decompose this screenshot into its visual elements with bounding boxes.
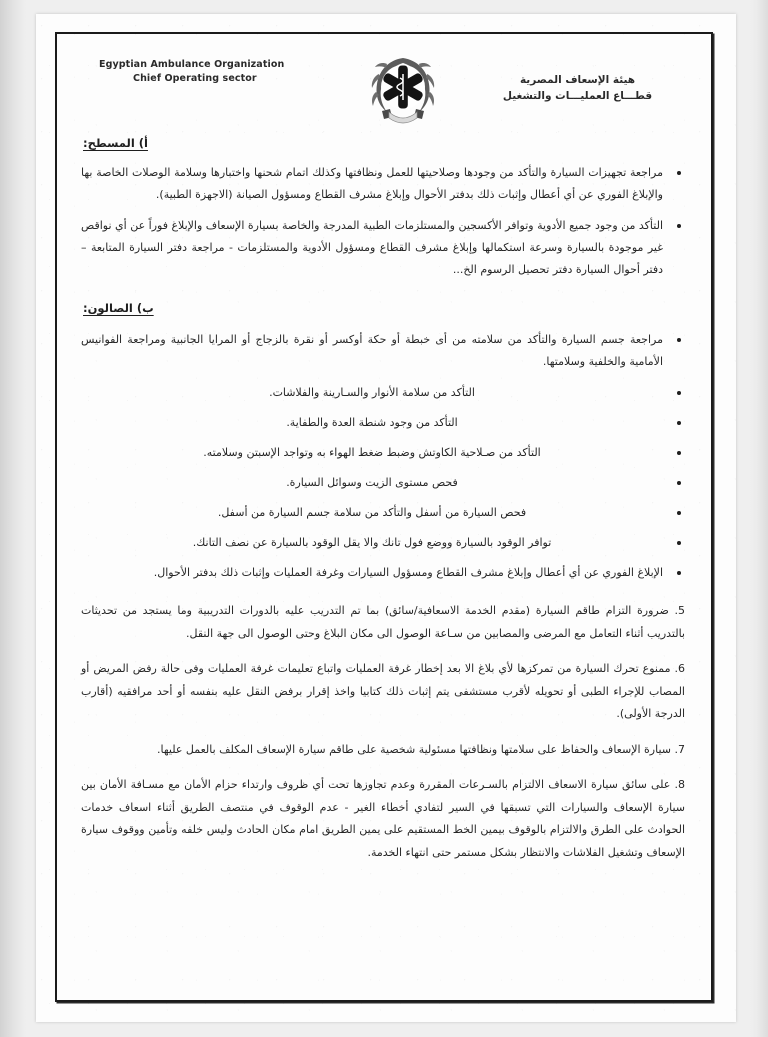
sector-name-arabic: قطـــاع العمليـــات والتشغيل [502, 90, 653, 102]
numbered-item [81, 739, 685, 762]
org-name-arabic: هيئة الإسعاف المصرية [519, 74, 636, 86]
list-item: التأكد من سلامة الأنوار والسـارينة والفلاشات. [81, 382, 685, 404]
star-of-life-emblem [357, 54, 449, 128]
item-number: 8. [674, 778, 685, 791]
list-item: التأكد من صـلاحية الكاوتش وضبط ضغط الهواء به وتواجد الإسبتن وسلامته. [81, 442, 685, 464]
sector-name-english: Chief Operating sector [133, 73, 257, 84]
list-item: توافر الوقود بالسيارة ووضع فول تانك والا يقل الوقود بالسيارة عن نصف التانك. [81, 532, 685, 554]
list-item: فحص مستوى الزيت وسوائل السيارة. [81, 472, 685, 494]
numbered-item [81, 774, 685, 864]
section-heading-b: ب) الصالون: [83, 301, 154, 315]
page-border-frame [55, 32, 713, 1002]
item-number: 5. [674, 604, 686, 617]
item-number: 7. [674, 742, 685, 756]
letterhead-english [77, 58, 335, 86]
list-item: الإبلاغ الفوري عن أي أعطال وإبلاغ مشرف القطاع ومسؤول السيارات وغرفة العمليات وإثبات ذلك بدفتر الأحوال. [81, 562, 685, 584]
item-text: ضرورة التزام طاقم السيارة (مقدم الخدمة الاسعافية/سائق) بما تم التدريب عليه بالدورات التدريبية وما يستجد من تحديثات بالتدريب أثناء التعامل مع المرضى والمصابين من سـاعة الوصول الى مكان البلاغ وحتى الوصول الى جهة النقل. [81, 604, 685, 640]
org-name-english: Egyptian Ambulance Organization [99, 59, 285, 70]
item-text: ممنوع تحرك السيارة من تمركزها لأي بلاغ الا بعد إخطار غرفة العمليات واتباع تعليمات غرفة العمليات وفى حالة رفض المريض أو المصاب للإجراء الطبى أو تحويله لأقرب مستشفى يتم إثبات ذلك كتابيا واخذ إقرار برفض النقل عليه بنفسه أو أحد مرافقيه (أقارب الدرجة الأولى). [81, 662, 685, 720]
section-heading-a: أ) المسطح: [83, 136, 148, 150]
list-item: التأكد من وجود شنطة العدة والطفاية. [81, 412, 685, 434]
numbered-clause-list [81, 600, 685, 864]
item-text: سيارة الإسعاف والحفاظ على سلامتها ونظافتها مسئولية شخصية على طاقم سيارة الإسعاف المكلف بالعمل عليها. [156, 742, 671, 756]
letterhead-arabic [470, 58, 691, 104]
document-page [36, 14, 736, 1022]
list-item: مراجعة تجهيزات السيارة والتأكد من وجودها وصلاحيتها للعمل ونظافتها وكذلك اتمام شحنها واختبارها وسلامة الوصلات الخاصة بها والإبلاغ الفوري عن أي أعطال وإثبات ذلك بدفتر الأحوال وإبلاغ مشرف القطاع ومسؤول الصيانة (الاجهزة الطبية). [81, 162, 685, 206]
numbered-item [81, 600, 685, 645]
letterhead [77, 48, 691, 130]
item-text: على سائق سيارة الاسعاف الالتزام بالسـرعات المقررة وعدم تجاوزها تحت أي ظروف وارتداء حزام الأمان مع مسـافة الأمان بين سيارة الإسعاف والسيارات التي تسبقها في السير لتفادي أخطاء الغير - عدم الوقوف في منتصف الطريق أثناء اسعاف خدمات الحوادث على الطرق والالتزام بالوقوف بيمين الخط المستقيم على يمين الطريق امام مكان الحادث وليس خلفه وتأمين ووقوف سيارة الإسعاف وتشغيل الفلاشات والانتظار بشكل مستمر حتى انتهاء الخدمة. [81, 778, 685, 859]
numbered-item [81, 658, 685, 726]
document-body [77, 136, 691, 864]
section-b-bullet-list [81, 329, 685, 584]
item-number: 6. [674, 662, 686, 675]
list-item: التأكد من وجود جميع الأدوية وتوافر الأكسجين والمستلزمات الطبية المدرجة والخاصة بسيارة الإسعاف والإبلاغ فوراً عن أي نواقص غير موجودة بالسيارة وسرعة استكمالها وإبلاغ مشرف القطاع ومسؤول الأدوية والمستلزمات - مراجعة دفتر السيارة المتابعة – دفتر أحوال السيارة دفتر تحصيل الرسوم الخ... [81, 215, 685, 281]
section-a-bullet-list [81, 162, 685, 281]
list-item: مراجعة جسم السيارة والتأكد من سلامته من أى خبطة أو حكة أوكسر أو نقرة بالزجاج أو المرايا الجانبية ومراجعة الفوانيس الأمامية والخلفية وسلامتها. [81, 329, 685, 373]
list-item: فحص السيارة من أسفل والتأكد من سلامة جسم السيارة من أسفل. [81, 502, 685, 524]
